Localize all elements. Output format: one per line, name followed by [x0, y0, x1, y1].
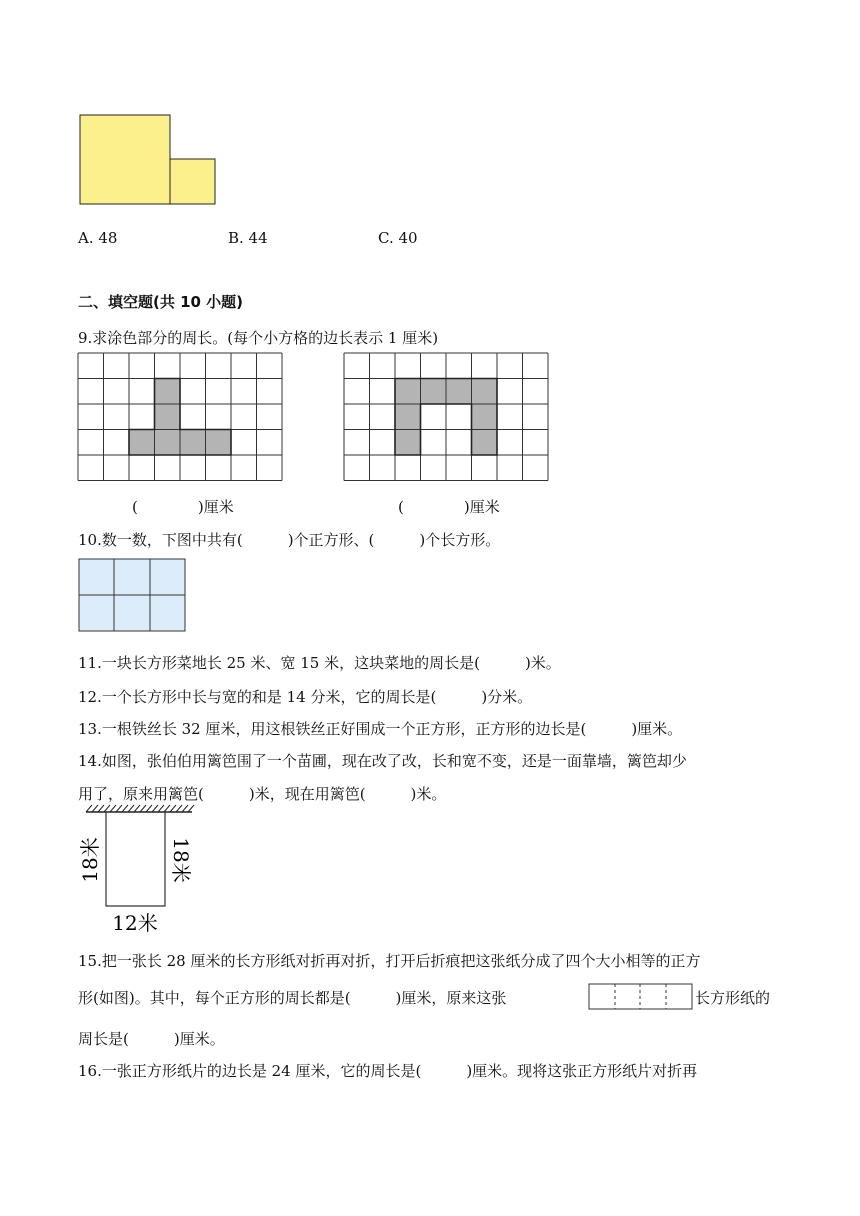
section-title: 二、填空题(共 10 小题) — [78, 293, 244, 311]
q15-line3: 周长是( )厘米。 — [78, 1030, 225, 1048]
q15-line2-start: 形(如图)。其中，每个正方形的周长都是( )厘米，原来这张 — [78, 989, 507, 1007]
label-bottom-12m: 12米 — [112, 911, 158, 935]
q10-text: 10.数一数，下图中共有( )个正方形、( )个长方形。 — [78, 531, 501, 549]
q13-text: 13.一根铁丝长 32 厘米，用这根铁丝正好围成一个正方形，正方形的边长是( )厘米。 — [78, 720, 683, 738]
q11-text: 11.一块长方形菜地长 25 米、宽 15 米，这块菜地的周长是( )米。 — [78, 654, 561, 672]
option-a: A. 48 — [78, 229, 118, 247]
q14-line2: 用了，原来用篱笆( )米，现在用篱笆( )米。 — [78, 785, 447, 803]
option-b: B. 44 — [228, 229, 268, 247]
q9-answer-right: ( )厘米 — [398, 498, 500, 516]
q15-line2-end: 长方形纸的 — [695, 989, 771, 1007]
q15-line1: 15.把一张长 28 厘米的长方形纸对折再对折，打开后折痕把这张纸分成了四个大小相等的正方 — [78, 952, 701, 970]
label-left-18m: 18米 — [78, 837, 102, 883]
q9-text: 9.求涂色部分的周长。(每个小方格的边长表示 1 厘米) — [78, 329, 439, 347]
q14-line1: 14.如图，张伯伯用篱笆围了一个苗圃，现在改了改，长和宽不变，还是一面靠墙，篱笆却少 — [78, 752, 687, 770]
label-right-18m: 18米 — [169, 837, 193, 883]
option-c: C. 40 — [378, 229, 418, 247]
q9-answer-left: ( )厘米 — [132, 498, 234, 516]
q16-line1: 16.一张正方形纸片的边长是 24 厘米，它的周长是( )厘米。现将这张正方形纸片对折再 — [78, 1062, 698, 1080]
q12-text: 12.一个长方形中长与宽的和是 14 分米，它的周长是( )分米。 — [78, 688, 533, 706]
